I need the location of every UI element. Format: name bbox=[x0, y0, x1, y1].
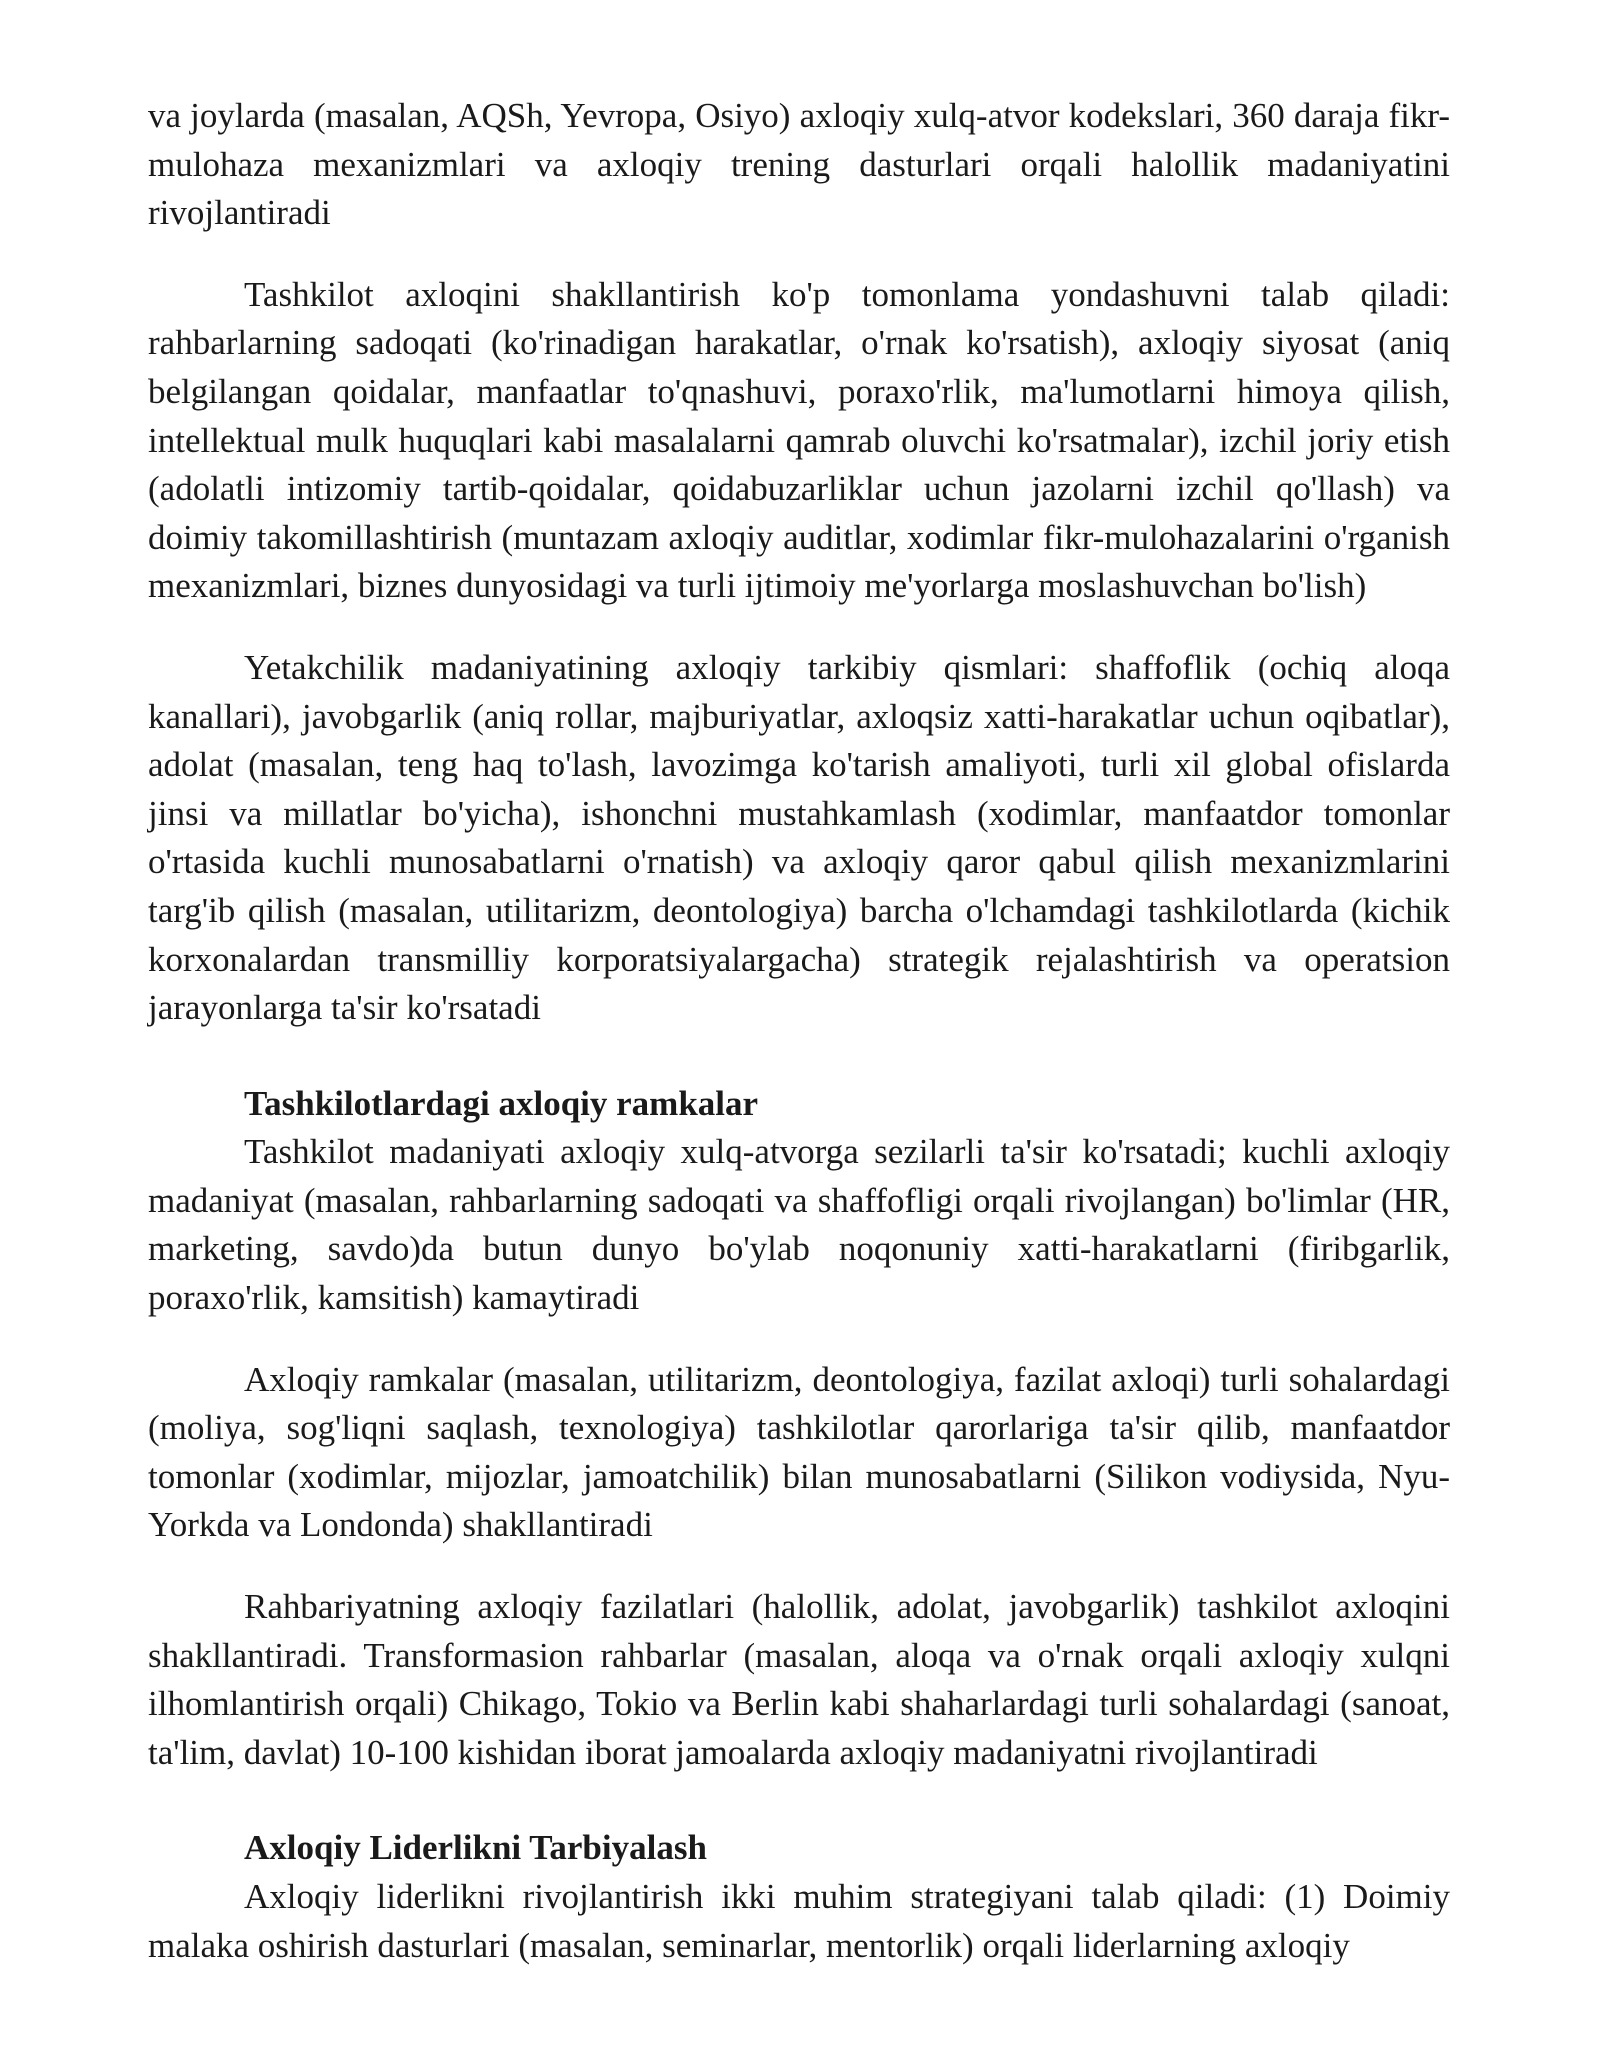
paragraph-leadership-virtues: Rahbariyatning axloqiy fazilatlari (halollik, adolat, javobgarlik) tashkilot axloqini shakllantiradi. Transformasion rahbarlar (masalan, aloqa va o'rnak orqali axloqiy xulqni ilhomlantirish orqali) Chikago, Tokio va Berlin kabi shaharlardagi turli sohalardagi (sanoat, ta'lim, davlat) 10-100 kishidan iborat jamoalarda axloqiy madaniyatni rivojlantiradi bbox=[148, 1587, 1450, 1772]
paragraph-ethical-frameworks: Axloqiy ramkalar (masalan, utilitarizm, deontologiya, fazilat axloqi) turli sohalardagi (moliya, sog'liqni saqlash, texnologiya) tashkilotlar qarorlariga ta'sir qilib, manfaatdor tomonlar (xodimlar, mijozlar, jamoatchilik) bilan munosabatlarni (Silikon vodiysida, Nyu-Yorkda va Londonda) shakllantiradi bbox=[148, 1359, 1450, 1545]
section-ethical-frameworks bbox=[148, 1080, 1450, 1778]
paragraph-leadership-culture: Yetakchilik madaniyatining axloqiy tarkibiy qismlari: shaffoflik (ochiq aloqa kanallari), javobgarlik (aniq rollar, majburiyatlar, axloqsiz xatti-harakatlar uchun oqibatlar), adolat (masalan, teng haq to'lash, lavozimga ko'tarish amaliyoti, turli xil global ofislarda jinsi va millatlar bo'yicha), ishonchni mustahkamlash (xodimlar, manfaatdor tomonlar o'rtasida kuchli munosabatlarni o'rnatish) va axloqiy qaror qabul qilish mexanizmlarini targ'ib qilish (masalan, utilitarizm, deontologiya) barcha o'lchamdagi tashkilotlarda (kichik korxonalardan transmilliy korporatsiyalargacha) strategik rejalashtirish va operatsion jarayonlarga ta'sir ko'rsatadi bbox=[148, 647, 1450, 1028]
document-page bbox=[148, 92, 1450, 2003]
paragraph-leadership-development: Axloqiy liderlikni rivojlantirish ikki muhim strategiyani talab qiladi: (1) Doimiy malaka oshirish dasturlari (masalan, seminarlar, mentorlik) orqali liderlarning axloqiy bbox=[148, 1877, 1450, 1965]
section-heading: Tashkilotlardagi axloqiy ramkalar bbox=[244, 1083, 759, 1123]
paragraph-organizational-culture: Tashkilot madaniyati axloqiy xulq-atvorga sezilarli ta'sir ko'rsatadi; kuchli axloqiy madaniyat (masalan, rahbarlarning sadoqati va shaffofligi orqali rivojlangan) bo'limlar (HR, marketing, savdo)da butun dunyo bo'ylab noqonuniy xatti-harakatlarni (firibgarlik, poraxo'rlik, kamsitish) kamaytiradi bbox=[148, 1132, 1450, 1318]
section-ethical-leadership bbox=[148, 1824, 1450, 1970]
section-heading: Axloqiy Liderlikni Tarbiyalash bbox=[244, 1828, 707, 1868]
paragraph-continuation: va joylarda (masalan, AQSh, Yevropa, Osiyo) axloqiy xulq-atvor kodekslari, 360 daraja fikr-mulohaza mexanizmlari va axloqiy trening dasturlari orqali halollik madaniyatini rivojlantiradi bbox=[148, 96, 1450, 233]
paragraph-organizational-ethics: Tashkilot axloqini shakllantirish ko'p tomonlama yondashuvni talab qiladi: rahbarlarning sadoqati (ko'rinadigan harakatlar, o'rnak ko'rsatish), axloqiy siyosat (aniq belgilangan qoidalar, manfaatlar to'qnashuvi, poraxo'rlik, ma'lumotlarni himoya qilish, intellektual mulk huquqlari kabi masalalarni qamrab oluvchi ko'rsatmalar), izchil joriy etish (adolatli intizomiy tartib-qoidalar, qoidabuzarliklar uchun jazolarni izchil qo'llash) va doimiy takomillashtirish (muntazam axloqiy auditlar, xodimlar fikr-mulohazalarini o'rganish mexanizmlari, biznes dunyosidagi va turli ijtimoiy me'yorlarga moslashuvchan bo'lish) bbox=[148, 274, 1450, 606]
